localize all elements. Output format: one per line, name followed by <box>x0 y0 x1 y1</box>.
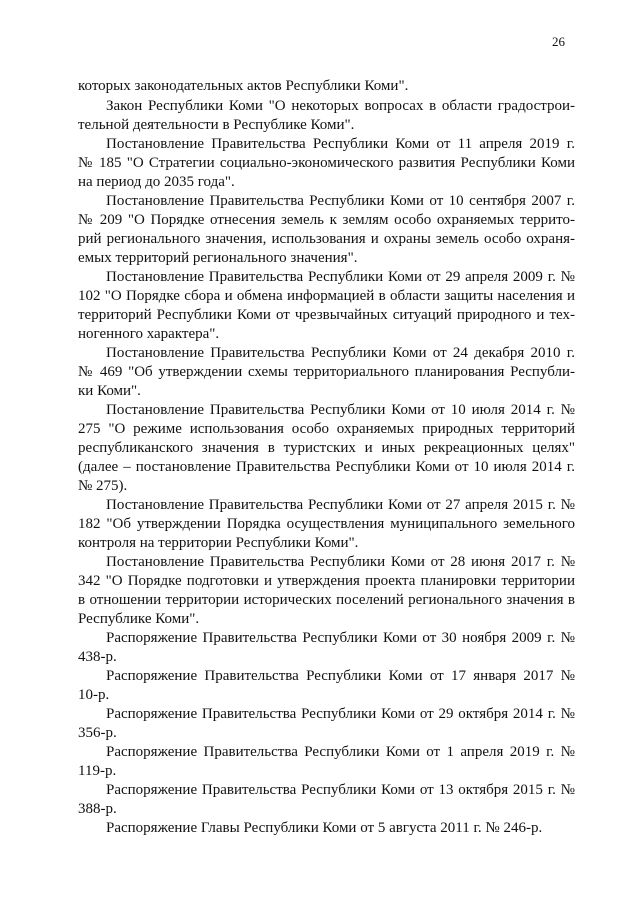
text-line: 388-р. <box>78 801 117 817</box>
text-line: № 275). <box>78 478 128 494</box>
text-line: которых законодательных актов Республики Коми". <box>78 78 409 94</box>
text-line: ки Коми". <box>78 383 141 399</box>
text-line: Постановление Правительства Республики Коми от 11 апреля 2019 г. <box>106 136 575 152</box>
text-line: 102 "О Порядке сбора и обмена информацией в области защиты населения и <box>78 288 575 304</box>
text-line: Распоряжение Правительства Республики Коми от 17 января 2017 № <box>106 668 575 684</box>
text-line: № 209 "О Порядке отнесения земель к землям особо охраняемых террито- <box>78 212 575 228</box>
text-line: Постановление Правительства Республики Коми от 24 декабря 2010 г. <box>106 345 575 361</box>
text-line: 356-р. <box>78 725 117 741</box>
text-line: на период до 2035 года". <box>78 174 235 190</box>
text-line: Распоряжение Главы Республики Коми от 5 августа 2011 г. № 246-р. <box>106 820 543 836</box>
text-line: Распоряжение Правительства Республики Коми от 13 октября 2015 г. № <box>106 782 575 798</box>
text-line: Республике Коми". <box>78 611 200 627</box>
text-line: № 469 "Об утверждении схемы территориального планирования Республи- <box>78 364 575 380</box>
text-line: (далее – постановление Правительства Республики Коми от 10 июля 2014 г. <box>78 459 575 475</box>
text-line: Постановление Правительства Республики Коми от 27 апреля 2015 г. № <box>106 497 575 513</box>
text-line: Распоряжение Правительства Республики Коми от 29 октября 2014 г. № <box>106 706 575 722</box>
text-line: республиканского значения в туристских и иных рекреационных целях" <box>78 440 575 456</box>
text-line: № 185 "О Стратегии социально-экономического развития Республики Коми <box>78 155 575 171</box>
text-line: Постановление Правительства Республики Коми от 29 апреля 2009 г. № <box>106 269 575 285</box>
text-line: Закон Республики Коми "О некоторых вопросах в области градострои- <box>106 98 575 114</box>
text-line: в отношении территории исторических поселений регионального значения в <box>78 592 575 608</box>
text-line: Распоряжение Правительства Республики Коми от 1 апреля 2019 г. № <box>106 744 575 760</box>
text-line: 275 "О режиме использования особо охраняемых природных территорий <box>78 421 575 437</box>
text-line: Постановление Правительства Республики Коми от 28 июня 2017 г. № <box>106 554 575 570</box>
text-line: 10-р. <box>78 687 110 703</box>
text-line: рий регионального значения, использования и охраны земель особо охраня- <box>78 231 575 247</box>
text-line: Постановление Правительства Республики Коми от 10 сентября 2007 г. <box>106 193 575 209</box>
text-line: 182 "Об утверждении Порядка осуществления муниципального земельного <box>78 516 575 532</box>
text-line: территорий Республики Коми от чрезвычайных ситуаций природного и тех- <box>78 307 575 323</box>
text-line: 438-р. <box>78 649 117 665</box>
text-line: 119-р. <box>78 763 117 779</box>
text-line: Постановление Правительства Республики Коми от 10 июля 2014 г. № <box>106 402 575 418</box>
text-line: контроля на территории Республики Коми". <box>78 535 359 551</box>
text-line: 342 "О Порядке подготовки и утверждения проекта планировки территории <box>78 573 575 589</box>
page-number: 26 <box>552 34 565 49</box>
text-line: емых территорий регионального значения". <box>78 250 358 266</box>
text-line: тельной деятельности в Республике Коми". <box>78 117 355 133</box>
text-line: ногенного характера". <box>78 326 220 342</box>
text-line: Распоряжение Правительства Республики Коми от 30 ноября 2009 г. № <box>106 630 575 646</box>
